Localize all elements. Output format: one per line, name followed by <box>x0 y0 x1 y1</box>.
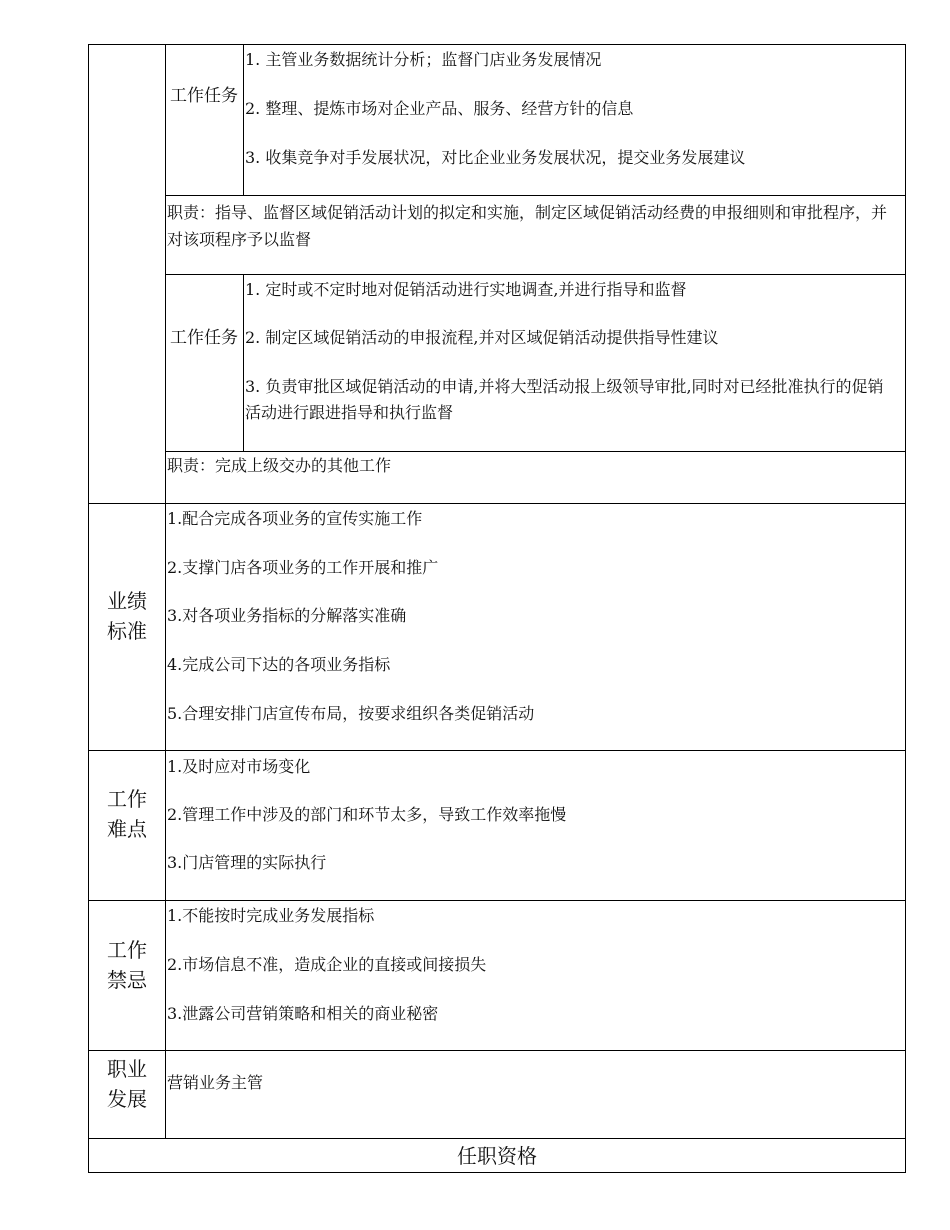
duty-text-3: 职责：完成上级交办的其他工作 <box>167 456 392 475</box>
task-label-1: 工作任务 <box>170 86 238 106</box>
task-item: 1. 定时或不定时地对促销活动进行实地调查,并进行指导和监督 <box>245 280 687 299</box>
taboo-item: 1.不能按时完成业务发展指标 <box>167 906 375 925</box>
taboo-item: 2.市场信息不准，造成企业的直接或间接损失 <box>167 955 487 974</box>
task-item: 3. 收集竞争对手发展状况，对比企业业务发展状况，提交业务发展建议 <box>245 148 746 167</box>
section-divider <box>88 1050 906 1051</box>
label-column-divider <box>165 44 166 1138</box>
subtask-divider-1 <box>243 44 244 195</box>
section-divider <box>88 750 906 751</box>
performance-item: 4.完成公司下达的各项业务指标 <box>167 655 391 674</box>
taboo-label: 工作禁忌 <box>107 938 147 992</box>
task-item: 2. 整理、提炼市场对企业产品、服务、经营方针的信息 <box>245 99 634 118</box>
qualification-header: 任职资格 <box>457 1144 537 1168</box>
difficulty-item: 1.及时应对市场变化 <box>167 757 311 776</box>
difficulty-item: 3.门店管理的实际执行 <box>167 853 327 872</box>
performance-label: 业绩标准 <box>107 589 147 643</box>
task-item: 2. 制定区域促销活动的申报流程,并对区域促销活动提供指导性建议 <box>245 328 719 347</box>
performance-item: 1.配合完成各项业务的宣传实施工作 <box>167 509 423 528</box>
performance-item: 3.对各项业务指标的分解落实准确 <box>167 606 407 625</box>
difficulty-item: 2.管理工作中涉及的部门和环节太多，导致工作效率拖慢 <box>167 805 567 824</box>
career-label: 职业发展 <box>107 1057 147 1111</box>
row-divider <box>165 451 906 452</box>
taboo-item: 3.泄露公司营销策略和相关的商业秘密 <box>167 1004 439 1023</box>
task-item: 3. 负责审批区域促销活动的申请,并将大型活动报上级领导审批,同时对已经批准执行的促销活动进行跟进指导和执行监督 <box>245 377 884 422</box>
career-value: 营销业务主管 <box>167 1073 264 1092</box>
difficulty-label: 工作难点 <box>107 787 147 841</box>
task-label-2: 工作任务 <box>170 328 238 348</box>
section-divider <box>88 900 906 901</box>
row-divider <box>165 195 906 196</box>
subtask-divider-2 <box>243 274 244 451</box>
task-item: 1. 主管业务数据统计分析；监督门店业务发展情况 <box>245 50 602 69</box>
row-divider <box>165 274 906 275</box>
duty-text-2: 职责：指导、监督区域促销活动计划的拟定和实施，制定区域促销活动经费的申报细则和审批程序，并对该项程序予以监督 <box>167 203 888 249</box>
section-divider <box>88 503 906 504</box>
performance-item: 2.支撑门店各项业务的工作开展和推广 <box>167 558 439 577</box>
performance-item: 5.合理安排门店宣传布局，按要求组织各类促销活动 <box>167 704 535 723</box>
